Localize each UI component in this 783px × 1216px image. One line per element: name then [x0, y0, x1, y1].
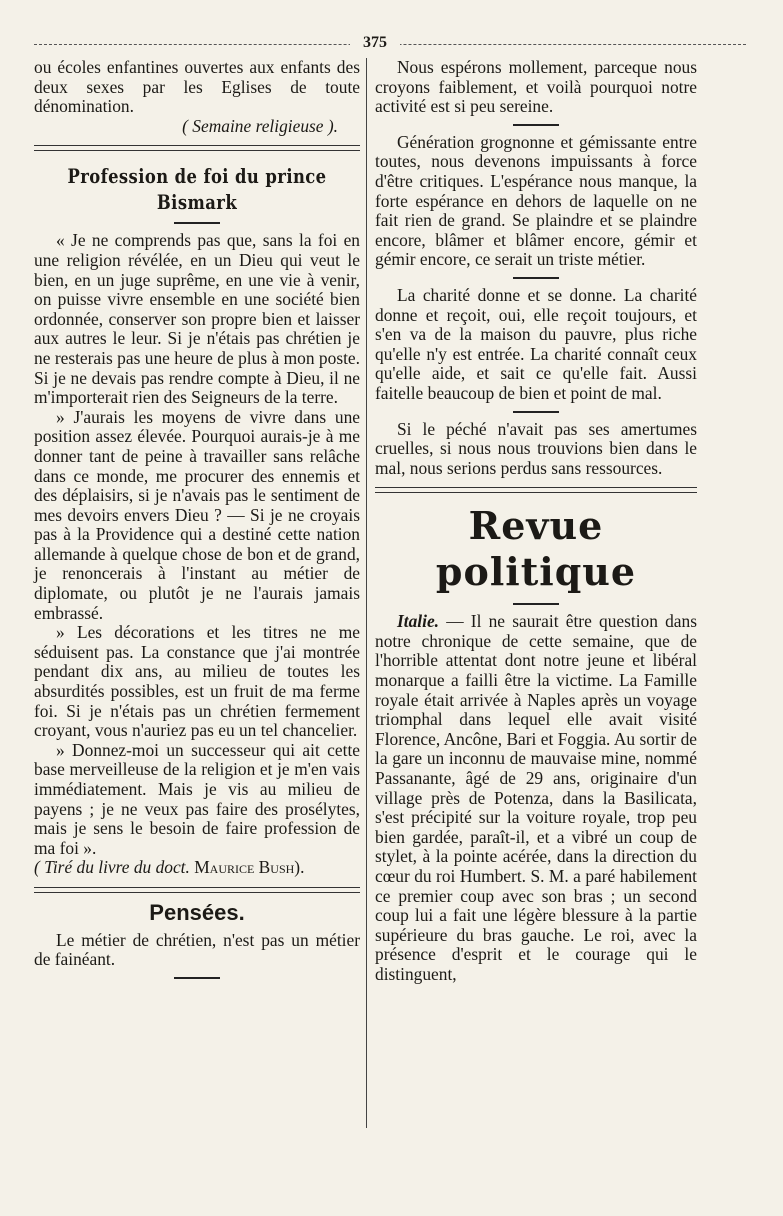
- title-dash: [174, 222, 220, 224]
- thought-paragraph-3: La charité donne et se donne. La charité donne et reçoit, oui, elle reçoit toujours, et s'en va de la maison du pauvre, plus riche qu'elle n'y est entrée. La charité connaît ceux qu'elle aide, et sait ce qu'elle fait. Aussi faitelle beaucoup de bien et point de mal.: [375, 284, 697, 403]
- pensees-title: Pensées.: [149, 899, 245, 925]
- section-divider: [34, 887, 360, 893]
- bismarck-paragraph-1: « Je ne comprends pas que, sans la foi en une religion révélée, en un Dieu qui veut le bien, en un juge suprême, en une vie à venir, on puisse vivre ensemble en une société bien ordonnée, conserver son propre bien et laisser aux autres le leur. Si je n'étais pas chrétien je ne resterais pas une heure de plus à mon poste. Si je ne devais pas rendre compte à Dieu, il ne m'importerait rien des Seigneurs de la terre.: [34, 230, 360, 408]
- title-dash: [513, 603, 559, 605]
- thought-dash: [513, 411, 559, 413]
- thought-dash: [513, 277, 559, 279]
- end-dash: [174, 977, 220, 979]
- source-prefix: ( Tiré du livre du doct.: [34, 857, 195, 878]
- thought-paragraph-2: Génération grognonne et gémissante entre toutes, nous devenons impuissants à force d'être critiques. L'espérance nous manque, la forte espérance en dehors de laquelle on ne fait rien de grand. Se plaindre et se plaindre encore, blâmer et blâmer encore, gémir et gémir encore, ce serait un triste métier.: [375, 131, 697, 270]
- column-divider: [366, 58, 367, 1128]
- opening-paragraph: ou écoles enfantines ouvertes aux enfants des deux sexes par les Eglises de toute dénomination.: [34, 57, 360, 117]
- italie-paragraph: [375, 612, 697, 984]
- revue-politique-title: Revue politique: [435, 503, 637, 595]
- section-divider: [375, 487, 697, 493]
- thought-paragraph-1: Nous espérons mollement, parceque nous croyons faiblement, et voilà pourquoi notre activité est si peu sereine.: [375, 57, 697, 117]
- page-number: 375: [350, 34, 400, 52]
- bismarck-source: [34, 858, 360, 878]
- opening-source: ( Semaine religieuse ).: [182, 115, 338, 136]
- pensees-text: Le métier de chrétien, n'est pas un métier de fainéant.: [34, 929, 360, 970]
- italie-label: Italie.: [397, 611, 440, 632]
- bismarck-paragraph-3: » Les décorations et les titres ne me séduisent pas. La constance que j'ai montrée pendant dix ans, au milieu de toutes les absurdités possibles, est un fruit de ma ferme foi. Si je n'étais pas un chrétien fermement croyant, vous n'auriez pas eu un tel chancelier.: [34, 622, 360, 741]
- source-author: Maurice Bush: [194, 857, 295, 878]
- italie-text: — Il ne saurait être question dans notre chronique de cette semaine, que de l'horrible attentat dont notre jeune et libéral monarque a failli être la victime. La Famille royale était arrivée à Naples après un voyage triomphal dans lequel elle avait visité Florence, Ancône, Bari et Foggia. Au sortir de la gare un inconnu de mauvaise mine, nommé Passanante, âgé de 29 ans, originaire d'un village près de Potenza, dans la Basilicata, s'est précipité sur la voiture royale, trop peu bien gardée, paraît-il, et a vibré un coup de stylet, à la pointe acérée, dans la direction du cœur du roi Humbert. S. M. a paré habilement ce premier coup avec son bras ; un second coup lui a fait une légère blessure à la partie supérieure du bras gauche. Le roi, avec la présence d'esprit et le courage qui le distinguent,: [375, 611, 697, 984]
- thought-paragraph-4: Si le péché n'avait pas ses amertumes cruelles, si nous nous trouvions bien dans le mal, nous serions perdus sans ressources.: [375, 418, 697, 478]
- bismarck-paragraph-2: » J'aurais les moyens de vivre dans une position assez élevée. Pourquoi aurais-je à me donner tant de peine à travailler sans relâche dans ce monde, me procurer des ennemis et des déplaisirs, si je n'avais pas le sentiment de mes devoirs envers Dieu ? — Si je ne croyais pas à la Providence qui a destiné cette nation allemande à quelque chose de bon et de grand, je renoncerais à l'instant au métier de diplomate, ou plutôt je ne l'aurais jamais embrassé.: [34, 406, 360, 623]
- bismarck-title: Profession de foi du prince Bismark: [67, 164, 327, 215]
- bismarck-paragraph-4: » Donnez-moi un successeur qui ait cette base merveilleuse de la religion et je m'en vais immédiatement. Mais je vis au milieu de payens ; je ne veux pas faire des prosélytes, mais je sens le besoin de faire profession de ma foi ».: [34, 739, 360, 858]
- section-divider: [34, 145, 360, 151]
- right-column: [375, 58, 697, 985]
- source-suffix: ).: [294, 857, 305, 878]
- left-column: [34, 58, 360, 986]
- thought-dash: [513, 124, 559, 126]
